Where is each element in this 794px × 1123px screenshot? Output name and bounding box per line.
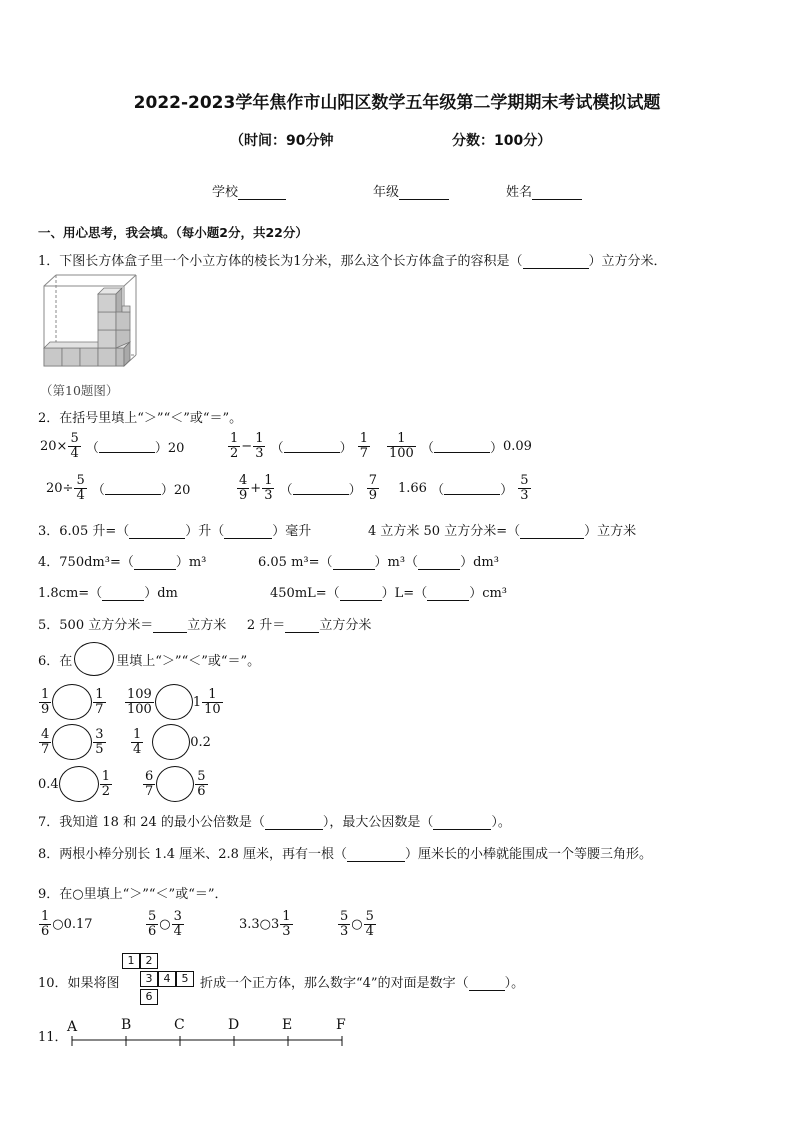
q3-blank[interactable] xyxy=(520,526,584,539)
net-cell: 2 xyxy=(140,953,158,969)
net-cell: 4 xyxy=(158,971,176,987)
q2-blank[interactable] xyxy=(99,440,155,453)
q7-blank[interactable] xyxy=(433,817,491,830)
q2-expr-4: 20÷ $\frac{5}{4}$ （ ）20 xyxy=(46,473,191,503)
name-field[interactable]: 姓名 xyxy=(506,181,582,200)
compare-oval[interactable] xyxy=(155,684,193,720)
question-4b: 6.05 m³=（ ）m³（ ）dm³ xyxy=(258,555,499,570)
q10-blank[interactable] xyxy=(469,978,505,991)
q2-blank[interactable] xyxy=(284,440,340,453)
figure-caption: （第10题图） xyxy=(40,383,119,398)
q1-blank[interactable] xyxy=(523,256,589,269)
q2-expr-3: $\frac{1}{100}$ （ ） 0.09 xyxy=(389,431,532,461)
question-10-b: 折成一个正方体，那么数字“4”的对面是数字（ ）。 xyxy=(200,976,525,991)
oval-icon xyxy=(74,642,114,676)
question-7: 7．我知道 18 和 24 的最小公倍数是（ ），最大公因数是（ ）。 xyxy=(38,815,511,830)
section-heading: 一、用心思考，我会填。（每小题2分，共22分） xyxy=(38,225,308,240)
q3-blank[interactable] xyxy=(129,526,185,539)
cuboid-figure xyxy=(40,272,140,372)
net-cell: 3 xyxy=(140,971,158,987)
q4-blank[interactable] xyxy=(418,557,460,570)
compare-oval[interactable] xyxy=(52,684,92,720)
point-label-c: C xyxy=(174,1017,185,1033)
question-2: 2．在括号里填上“＞”“＜”或“＝”。 xyxy=(38,411,243,426)
q6-pair-3: $\frac{4}{7}$ $\frac{3}{5}$ xyxy=(38,724,107,760)
question-4c: 1.8cm=（ ）dm xyxy=(38,586,178,601)
q2-blank[interactable] xyxy=(434,440,490,453)
grade-field[interactable]: 年级 xyxy=(373,181,449,200)
point-label-a: A xyxy=(67,1019,78,1035)
q3-blank[interactable] xyxy=(224,526,272,539)
q6-pair-4: $\frac{1}{4}$ 0.2 xyxy=(130,724,211,760)
q5-blank[interactable] xyxy=(285,620,319,633)
question-4d: 450mL=（ ）L=（ ）cm³ xyxy=(270,586,508,601)
page-title: 2022-2023学年焦作市山阳区数学五年级第二学期期末考试模拟试题 xyxy=(133,93,661,113)
net-cell: 6 xyxy=(140,989,158,1005)
q4-blank[interactable] xyxy=(427,588,469,601)
compare-oval[interactable] xyxy=(152,724,190,760)
q9-expr-4: $\frac{5}{3}$ ○ $\frac{5}{4}$ xyxy=(340,909,374,939)
question-5: 5．500 立方分米＝ 立方米 2 升＝ 立方分米 xyxy=(38,618,372,633)
q4-blank[interactable] xyxy=(340,588,382,601)
q6-pair-6: $\frac{6}{7}$ $\frac{5}{6}$ xyxy=(142,766,209,802)
q2-expr-1: 20× $\frac{5}{4}$ （ ）20 xyxy=(40,431,185,461)
question-6: 6．在 里填上“＞”“＜”或“＝”。 xyxy=(38,642,260,676)
name-blank[interactable] xyxy=(532,187,582,200)
point-label-e: E xyxy=(282,1017,293,1033)
point-label-d: D xyxy=(228,1017,240,1033)
q9-expr-3: 3.3○3 $\frac{1}{3}$ xyxy=(239,909,291,939)
q2-expr-6: 1.66 （ ） $\frac{5}{3}$ xyxy=(398,473,529,503)
question-3b: 4 立方米 50 立方分米=（ ）立方米 xyxy=(368,524,637,539)
compare-oval[interactable] xyxy=(52,724,92,760)
question-3: 3．6.05 升=（ ）升（ ）毫升 xyxy=(38,524,312,539)
number-line xyxy=(68,1036,348,1048)
grade-blank[interactable] xyxy=(399,187,449,200)
q8-blank[interactable] xyxy=(347,849,405,862)
question-4: 4．750dm³=（ ）m³ xyxy=(38,555,207,570)
q9-expr-2: $\frac{5}{6}$ ○ $\frac{3}{4}$ xyxy=(148,909,182,939)
point-label-f: F xyxy=(336,1017,346,1033)
time-label: （时间：90分钟 xyxy=(230,133,334,149)
question-8: 8．两根小棒分别长 1.4 厘米、2.8 厘米，再有一根（ ）厘米长的小棒就能围成一个等腰三角形。 xyxy=(38,847,653,862)
q9-expr-1: $\frac{1}{6}$ ○0.17 xyxy=(41,909,93,939)
q2-blank[interactable] xyxy=(444,482,500,495)
cube-net xyxy=(122,953,202,1009)
question-10-a: 10．如果将图 xyxy=(38,976,120,991)
question-1: 1．下图长方体盒子里一个小立方体的棱长为1分米，那么这个长方体盒子的容积是（ ）立方分米． xyxy=(38,254,667,269)
q7-blank[interactable] xyxy=(265,817,323,830)
q4-blank[interactable] xyxy=(333,557,375,570)
point-label-b: B xyxy=(121,1017,132,1033)
q2-blank[interactable] xyxy=(105,482,161,495)
question-11: 11． xyxy=(38,1030,68,1045)
net-cell: 5 xyxy=(176,971,194,987)
q4-blank[interactable] xyxy=(134,557,176,570)
compare-oval[interactable] xyxy=(156,766,194,802)
q2-expr-2: $\frac{1}{2}$ − $\frac{1}{3}$ （ ） $\frac{1}{7}$ xyxy=(230,431,369,461)
net-cell: 1 xyxy=(122,953,140,969)
q6-pair-2: $\frac{109}{100}$ 1 $\frac{1}{10}$ xyxy=(124,684,224,720)
q5-blank[interactable] xyxy=(153,620,187,633)
q6-pair-5: 0.4 $\frac{1}{2}$ xyxy=(38,766,113,802)
q2-expr-5: $\frac{4}{9}$ + $\frac{1}{3}$ （ ） $\frac{7}{9}$ xyxy=(239,473,378,503)
school-field[interactable]: 学校 xyxy=(212,181,286,200)
q2-blank[interactable] xyxy=(293,482,349,495)
q6-pair-1: $\frac{1}{9}$ $\frac{1}{7}$ xyxy=(38,684,107,720)
q4-blank[interactable] xyxy=(102,588,144,601)
score-label: 分数：100分） xyxy=(452,133,552,149)
question-9: 9．在○里填上“＞”“＜”或“＝”． xyxy=(38,887,228,902)
school-blank[interactable] xyxy=(238,187,286,200)
compare-oval[interactable] xyxy=(59,766,99,802)
